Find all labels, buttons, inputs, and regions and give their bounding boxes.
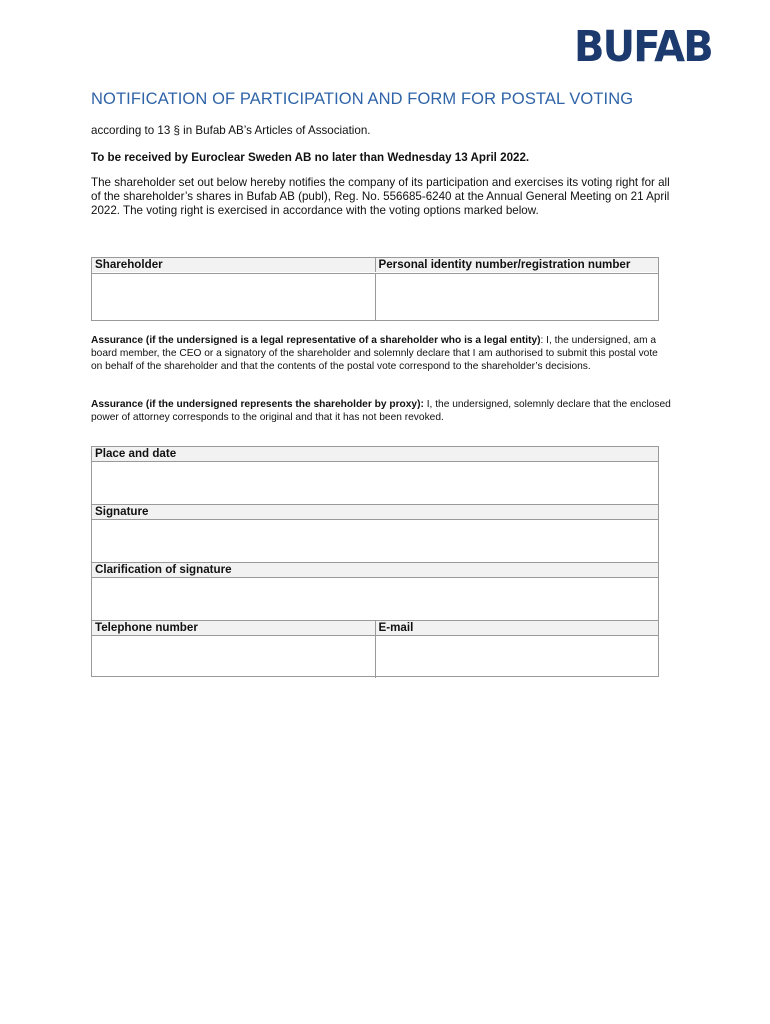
contact-input-row — [92, 635, 658, 678]
assurance-proxy-heading: Assurance (if the undersigned represents the shareholder by proxy): — [91, 399, 424, 410]
id-number-label: Personal identity number/registration number — [375, 258, 659, 272]
clarification-label: Clarification of signature — [92, 563, 658, 577]
email-field[interactable] — [375, 636, 659, 678]
shareholder-field[interactable] — [92, 274, 375, 321]
clarification-header-row — [92, 562, 658, 577]
assurance-legal-entity-text: : I, the undersigned, am a board member, the CEO or a signatory of the shareholder and solemnly declare that I am authorised to submit this postal vote on behalf of the shareholder and that the contents of the postal vote correspond to the shareholder’s decisions. — [91, 335, 658, 373]
signature-header-row — [92, 504, 658, 519]
place-date-input-row — [92, 461, 658, 504]
clarification-input-row — [92, 577, 658, 620]
deadline-text: To be received by Euroclear Sweden AB no later than Wednesday 13 April 2022. — [91, 151, 530, 164]
contact-header-row — [92, 620, 658, 635]
id-number-field[interactable] — [375, 274, 659, 321]
assurance-legal-entity — [91, 334, 671, 374]
clarification-field[interactable] — [92, 578, 658, 620]
place-date-header-row — [92, 447, 658, 461]
shareholder-label: Shareholder — [92, 258, 375, 272]
page-title: NOTIFICATION OF PARTICIPATION AND FORM FOR POSTAL VOTING — [91, 90, 634, 108]
assurance-proxy — [91, 398, 671, 424]
assurance-proxy-text: I, the undersigned, solemnly declare that the enclosed power of attorney corresponds to the original and that it has not been revoked. — [91, 399, 671, 424]
shareholder-table-input-row — [92, 273, 658, 321]
shareholder-table — [91, 257, 659, 321]
signature-field[interactable] — [92, 520, 658, 562]
bufab-logo: BUFAB — [574, 22, 712, 72]
place-date-field[interactable] — [92, 462, 658, 504]
telephone-field[interactable] — [92, 636, 375, 678]
telephone-label: Telephone number — [92, 621, 375, 635]
intro-paragraph: The shareholder set out below hereby notifies the company of its participation and exercises its voting right for all of the shareholder’s shares in Bufab AB (publ), Reg. No. 556685-6240 at the Annual General Meeting on 21 April 2022. The voting right is exercised in accordance with the voting options marked below. — [91, 176, 670, 217]
signature-label: Signature — [92, 505, 658, 519]
place-date-label: Place and date — [92, 447, 658, 461]
subtitle-text: according to 13 § in Bufab AB’s Articles of Association. — [91, 124, 371, 137]
signature-input-row — [92, 519, 658, 562]
email-label: E-mail — [375, 621, 659, 635]
shareholder-table-header-row — [92, 258, 658, 273]
signature-table — [91, 446, 659, 677]
assurance-legal-entity-heading: Assurance (if the undersigned is a legal representative of a shareholder who is a legal entity) — [91, 335, 541, 346]
